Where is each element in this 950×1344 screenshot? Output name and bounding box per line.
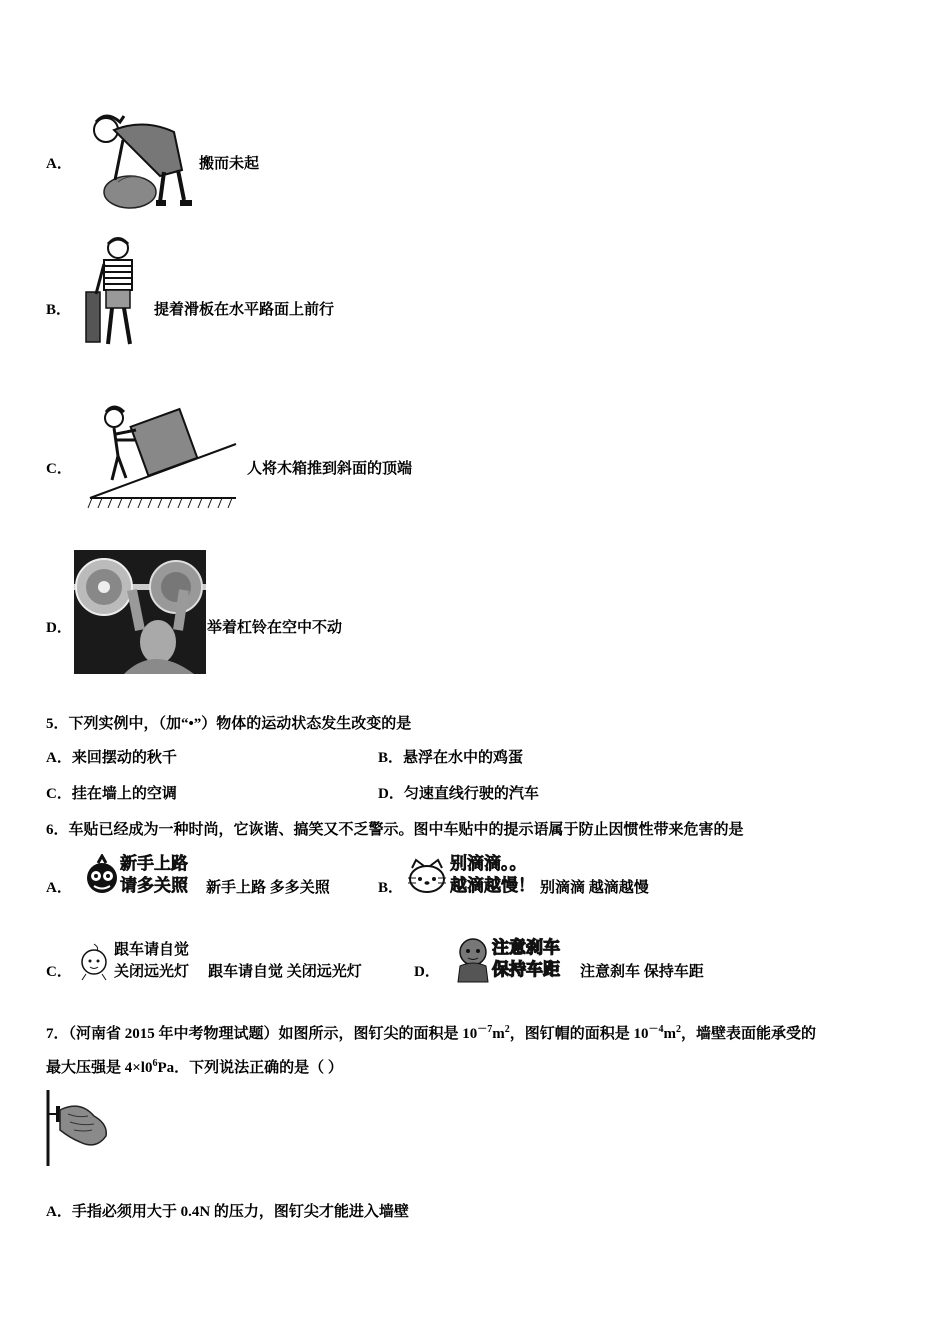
option-text: 新手上路 多多关照 [206,880,330,896]
weightlifter-photo [74,550,206,674]
option-text: 搬而未起 [199,156,260,172]
girl-lifting-rock-figure [78,100,196,212]
cartoon-ghost-icon [76,942,112,982]
option-letter: B． [46,302,72,318]
cartoon-baby-icon [454,936,492,984]
sticker-line1: 别滴滴。。 [450,854,527,874]
option-letter: D． [46,620,72,636]
sticker-line2: 越滴越慢！ [450,876,535,896]
option-text: 人将木箱推到斜面的顶端 [247,461,413,477]
sticker-line2: 关闭远光灯 [114,964,190,980]
option-b: B．悬浮在水中的鸡蛋 [378,750,524,766]
sticker-b [406,852,536,900]
option-text: 提着滑板在水平路面上前行 [154,302,335,318]
pushing-box-up-slope-figure [86,398,238,512]
option-text: 别滴滴 越滴越慢 [540,880,649,896]
option-text: 注意刹车 保持车距 [580,964,704,980]
question-stem-line-2: 最大压强是 $4\times l0^6Pa$．下列说法正确的是（ ） [46,1058,343,1076]
kitty-face-icon [406,858,448,896]
option-text: 跟车请自觉 关闭远光灯 [208,964,362,980]
thumbtack-on-wall-figure [44,1088,110,1168]
sticker-line1: 新手上路 [120,854,188,874]
sticker-line2: 保持车距 [492,960,560,980]
sticker-c [76,938,202,986]
sticker-d [454,934,574,986]
boy-carrying-skateboard-figure [84,234,150,352]
option-c: C．挂在墙上的空调 [46,786,177,802]
sticker-line1: 注意刹车 [492,938,560,958]
option-text: 举着杠铃在空中不动 [207,620,343,636]
option-letter: D． [414,964,440,980]
sticker-line1: 跟车请自觉 [114,942,190,958]
option-letter: A． [46,880,72,896]
cartoon-face-icon [84,854,120,898]
option-a: A．来回摆动的秋千 [46,750,177,766]
option-a: A．手指必须用大于 0.4N 的压力，图钉尖才能进入墙壁 [46,1204,409,1220]
question-stem: 5．下列实例中，（加“•”）物体的运动状态发生改变的是 [46,716,412,732]
option-d: D．匀速直线行驶的汽车 [378,786,539,802]
question-stem-line-1: 7．（河南省 2015 年中考物理试题）如图所示，图钉尖的面积是 $10^{-7}m^2$，图钉帽的面积是 $10^{-4}m^2$，墙壁表面能承受的 [46,1024,817,1042]
option-letter: A． [46,156,72,172]
question-stem: 6．车贴已经成为一种时尚，它诙谐、搞笑又不乏警示。图中车贴中的提示语属于防止因惯性带来危害的是 [46,822,744,838]
sticker-line2: 请多关照 [120,876,188,896]
sticker-a [84,852,200,900]
option-letter: C． [46,461,72,477]
option-letter: C． [46,964,72,980]
option-letter: B． [378,880,404,896]
